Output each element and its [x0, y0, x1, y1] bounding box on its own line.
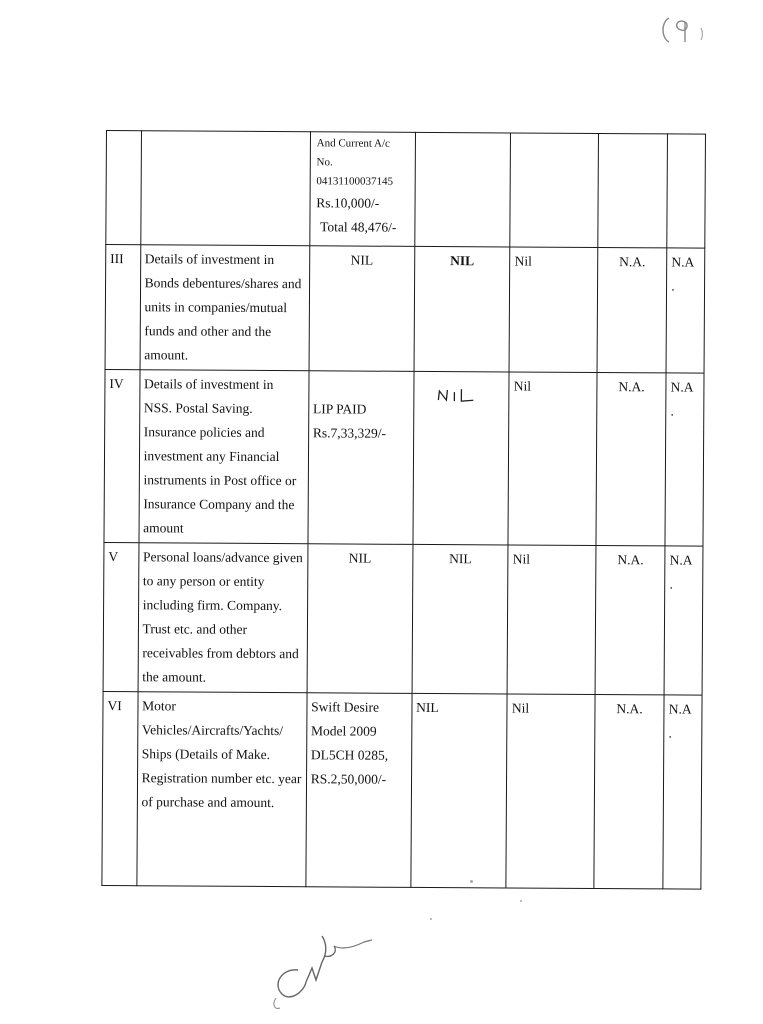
scan-speck — [520, 900, 522, 902]
row-col-c: Nil — [506, 694, 595, 889]
row-col-e: N.A . — [665, 373, 704, 546]
table-row — [105, 245, 705, 374]
account-number: 04131100037145 — [316, 175, 394, 188]
account-total: Total 48,476/- — [320, 219, 397, 235]
row-col-a: NIL — [309, 246, 415, 372]
row-col-d: N.A. — [596, 373, 666, 546]
row-col-a — [310, 132, 416, 247]
row-number: III — [105, 245, 140, 370]
row-col-e: N.A . — [663, 695, 702, 889]
row-description: Motor Vehicles/Aircrafts/Yachts/ Ships (Details of Make. Registration number etc. year of purchase and amount. — [137, 692, 307, 887]
row-col-c — [510, 133, 598, 248]
row-col-d — [598, 134, 668, 248]
row-description: Personal loans/advance given to any person or entity including firm. Company. Trust etc. and other receivables from debtors and the amount. — [138, 543, 308, 693]
row-col-e: N.A . — [664, 546, 703, 695]
row-number: VI — [102, 691, 138, 885]
row-col-b — [413, 371, 510, 545]
table-row — [104, 369, 704, 546]
handwritten-nil-mark — [436, 386, 478, 404]
row-col-c: Nil — [509, 247, 597, 373]
row-col-e — [667, 134, 705, 248]
scan-speck — [470, 880, 473, 883]
assets-table — [101, 130, 706, 890]
table-row — [103, 542, 703, 695]
row-col-b: NIL — [411, 693, 508, 888]
row-col-a: LIP PAID Rs.7,33,329/- — [308, 371, 414, 545]
scan-speck — [430, 918, 432, 920]
row-number: V — [103, 542, 139, 691]
account-no-label: No. — [316, 156, 333, 169]
row-number: IV — [104, 369, 140, 542]
row-description: Details of investment in NSS. Postal Saving. Insurance policies and investment any Financial instruments in Post office or Insurance Company and the amount — [139, 370, 309, 544]
row-col-a: Swift Desire Model 2009 DL5CH 0285, RS.2,50,000/- — [306, 693, 412, 888]
table-row — [102, 691, 702, 889]
row-number — [106, 131, 141, 245]
row-col-b — [414, 132, 510, 247]
row-col-d: N.A. — [597, 248, 667, 373]
signature — [268, 912, 398, 1012]
row-col-c: Nil — [508, 372, 597, 546]
row-col-d: N.A. — [595, 546, 665, 695]
account-text: And Current A/c — [316, 137, 391, 150]
row-col-b: NIL — [412, 544, 509, 694]
row-description: Details of investment in Bonds debentures/shares and units in companies/mutual funds and other and the amount. — [140, 245, 310, 371]
row-col-a: NIL — [307, 544, 413, 694]
row-col-e: N.A . — [666, 248, 705, 373]
table-row — [106, 131, 706, 249]
row-col-b: NIL — [414, 246, 511, 372]
account-amount: Rs.10,000/- — [316, 195, 380, 211]
row-description — [140, 131, 310, 246]
row-col-d: N.A. — [594, 694, 664, 888]
page-number-mark — [655, 8, 715, 48]
row-col-c: Nil — [507, 545, 596, 695]
